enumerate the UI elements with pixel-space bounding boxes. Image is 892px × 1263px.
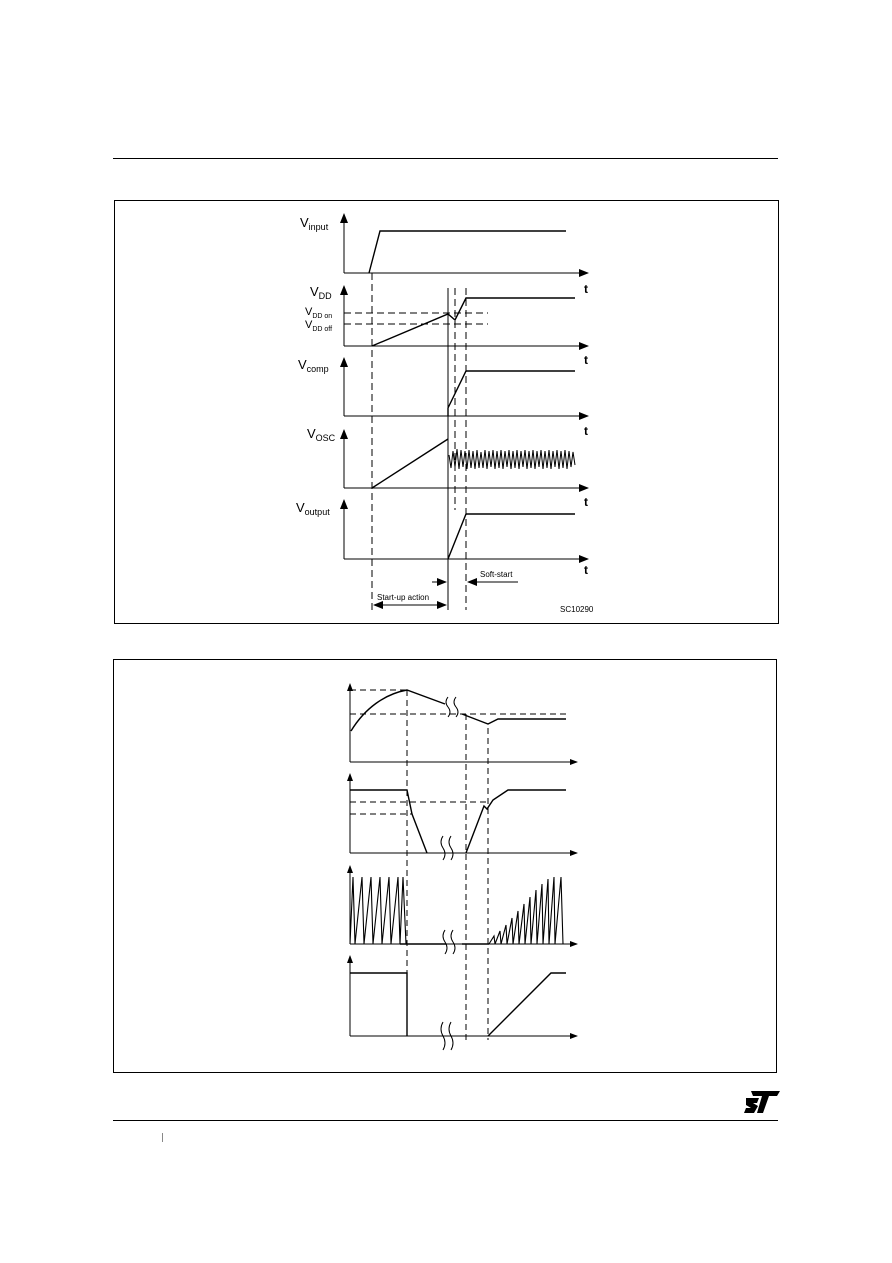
- break-mark: [449, 836, 453, 860]
- figure-code: SC10290: [560, 605, 594, 614]
- soft-start-label: Soft-start: [480, 570, 513, 579]
- ch4-trace: [350, 973, 407, 1036]
- vdd-off-label: $V_{DD off}$: [305, 319, 333, 333]
- vinput-label: $V_{input}$: [300, 215, 329, 232]
- break-mark: [451, 930, 455, 954]
- break-mark: [441, 836, 445, 860]
- time-label: t: [584, 495, 588, 509]
- vcomp-label: $V_{comp}$: [298, 357, 329, 374]
- vdd-on-label: $V_{DD on}$: [305, 306, 333, 320]
- ch2-trace-fall: [350, 790, 427, 853]
- time-label: t: [584, 353, 588, 367]
- vosc-label: $V_{OSC}$: [307, 426, 336, 443]
- ch4-ramp: [488, 973, 566, 1036]
- time-label: t: [584, 424, 588, 438]
- ch1-trace-fall: [462, 714, 566, 724]
- break-mark: [443, 930, 447, 954]
- st-logo: [744, 1091, 780, 1113]
- footer-rule: [113, 1120, 778, 1121]
- ch3-pulses-after: [489, 877, 563, 944]
- time-label: t: [584, 563, 588, 577]
- ch3-pulses-before: [350, 877, 406, 944]
- break-mark: [446, 697, 450, 717]
- ch2-trace-rise: [466, 790, 566, 853]
- time-label: t: [584, 282, 588, 296]
- startup-action-label: Start-up action: [377, 593, 430, 602]
- voutput-label: $V_{output}$: [296, 500, 330, 517]
- footer-mark: [162, 1133, 163, 1142]
- ch1-trace-rise: [351, 690, 445, 731]
- vdd-label: $V_{DD}$: [310, 284, 332, 301]
